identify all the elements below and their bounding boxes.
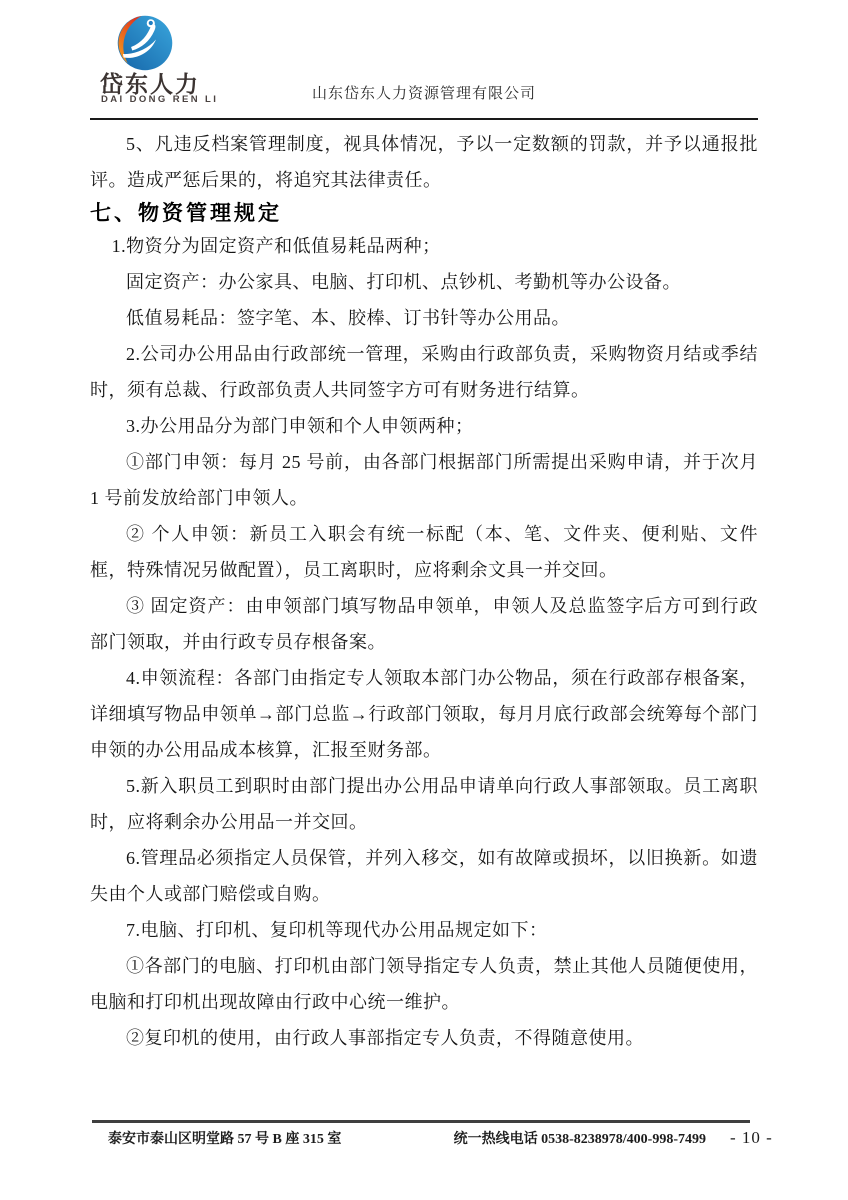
company-logo-icon (116, 14, 174, 72)
body-paragraph: 1.物资分为固定资产和低值易耗品两种； (111, 236, 441, 256)
body-paragraph: ③ 固定资产：由申领部门填写物品申领单，申领人及总监签字后方可到行政部门领取，并由行政专员存根备案。 (90, 596, 758, 652)
body-paragraph: 3.办公用品分为部门申领和个人申领两种； (126, 416, 474, 436)
company-name: 山东岱东人力资源管理有限公司 (312, 86, 537, 102)
header-divider (90, 118, 758, 120)
section-title: 七、物资管理规定 (90, 201, 282, 225)
footer-hotline: 统一热线电话 0538-8238978/400-998-7499 (453, 1132, 706, 1147)
document-body (90, 126, 758, 1056)
body-paragraph: 固定资产：办公家具、电脑、打印机、点钞机、考勤机等办公设备。 (126, 272, 681, 292)
logo-wordmark-en: DAI DONG REN LI (101, 94, 219, 105)
page-number: - 10 - (730, 1128, 773, 1147)
body-paragraph: 2.公司办公用品由行政部统一管理，采购由行政部负责，采购物资月结或季结时，须有总裁、行政部负责人共同签字方可有财务进行结算。 (90, 344, 758, 400)
body-paragraph: 7.电脑、打印机、复印机等现代办公用品规定如下： (126, 920, 548, 940)
intro-paragraph: 5、凡违反档案管理制度，视具体情况，予以一定数额的罚款，并予以通报批评。造成严惩后果的，将追究其法律责任。 (90, 134, 758, 190)
footer-divider (92, 1120, 750, 1123)
footer-address: 泰安市泰山区明堂路 57 号 B 座 315 室 (108, 1132, 342, 1147)
body-paragraph: ② 个人申领：新员工入职会有统一标配（本、笔、文件夹、便利贴、文件框，特殊情况另做配置），员工离职时，应将剩余文具一并交回。 (90, 524, 758, 580)
footer-info-row (92, 1128, 750, 1148)
body-paragraph: 6.管理品必须指定人员保管，并列入移交，如有故障或损坏，以旧换新。如遗失由个人或部门赔偿或自购。 (90, 848, 758, 904)
body-paragraph: 4.申领流程：各部门由指定专人领取本部门办公物品，须在行政部存根备案，详细填写物品申领单→部门总监→行政部门领取，每月月底行政部会统筹每个部门申领的办公用品成本核算，汇报至财务部。 (90, 668, 758, 760)
body-paragraph: 5.新入职员工到职时由部门提出办公用品申请单向行政人事部领取。员工离职时，应将剩余办公用品一并交回。 (90, 776, 758, 832)
logo-wordmark-cn: 岱东人力 (100, 71, 200, 97)
body-paragraph: ②复印机的使用，由行政人事部指定专人负责，不得随意使用。 (126, 1028, 644, 1048)
body-paragraph: ①部门申领：每月 25 号前，由各部门根据部门所需提出采购申请，并于次月 1 号前发放给部门申领人。 (90, 452, 758, 508)
body-paragraph: 低值易耗品：签字笔、本、胶棒、订书针等办公用品。 (126, 308, 570, 328)
body-paragraph: ①各部门的电脑、打印机由部门领导指定专人负责，禁止其他人员随便使用，电脑和打印机出现故障由行政中心统一维护。 (90, 956, 758, 1012)
